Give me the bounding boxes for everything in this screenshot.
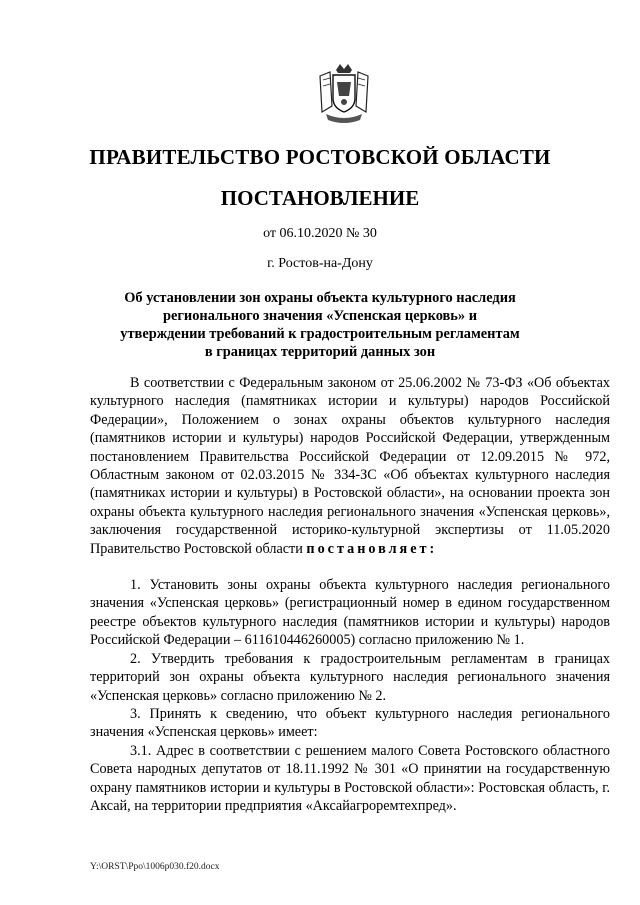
preamble-text: В соответствии с Федеральным законом от 25.06.2002 № 73-ФЗ «Об объектах культурного наследия (памятниках истории и культуры) народов Российской Федерации», Положением о зонах охраны объектов культурного наследия (памятников истории и культуры) народов Российской Федерации, утвержденным постановлением Правительства Российской Федерации от 12.09.2015 № 972, Областным законом от 02.03.2015 № 334-ЗС «Об объектах культурного наследия (памятниках истории и культуры) в Ростовской области», на основании проекта зон охраны объекта культурного наследия регионального значения «Успенская церковь», заключения государственной историко-культурной экспертизы от 11.05.2020 Правительство Ростовской области: [90, 375, 610, 557]
document-city: г. Ростов-на-Дону: [267, 256, 373, 271]
organization-title: ПРАВИТЕЛЬСТВО РОСТОВСКОЙ ОБЛАСТИ: [89, 145, 551, 169]
footer-file-path: Y:\ORST\Ppo\1006p030.f20.docx: [90, 862, 220, 872]
coat-of-arms-icon: [316, 62, 372, 126]
item-3-1: 3.1. Адрес в соответствии с решением малого Совета Ростовского областного Совета народных депутатов от 18.11.1992 № 301 «О принятии на государственную охрану памятников истории и культуры в Ростовской области»: Ростовская область, г. Аксай, на территории предприятия «Аксайагроремтехпред».: [90, 742, 610, 814]
document-date-number: от 06.10.2020 № 30: [263, 226, 377, 241]
document-subject: Об установлении зон охраны объекта культурного наследия регионального значения «Успенская церковь» и утверждении требований к градостроительным регламентам в границах территорий данных зон: [120, 290, 520, 360]
item-3: 3. Принять к сведению, что объект культурного наследия регионального значения «Успенская церковь» имеет:: [90, 705, 610, 741]
document-body: [90, 374, 610, 815]
decree-word: постановляет:: [306, 540, 438, 557]
item-2: 2. Утвердить требования к градостроительным регламентам в границах территорий зон охраны объекта культурного наследия регионального значения «Успенская церковь» согласно приложению № 2.: [90, 650, 610, 704]
document-type: ПОСТАНОВЛЕНИЕ: [220, 186, 420, 210]
item-1: 1. Установить зоны охраны объекта культурного наследия регионального значения «Успенская церковь» (регистрационный номер в едином государственном реестре объектов культурного наследия (памятников истории и культуры) народов Российской Федерации – 611610446260005) согласно приложению № 1.: [90, 577, 610, 649]
preamble-paragraph: [90, 374, 610, 558]
